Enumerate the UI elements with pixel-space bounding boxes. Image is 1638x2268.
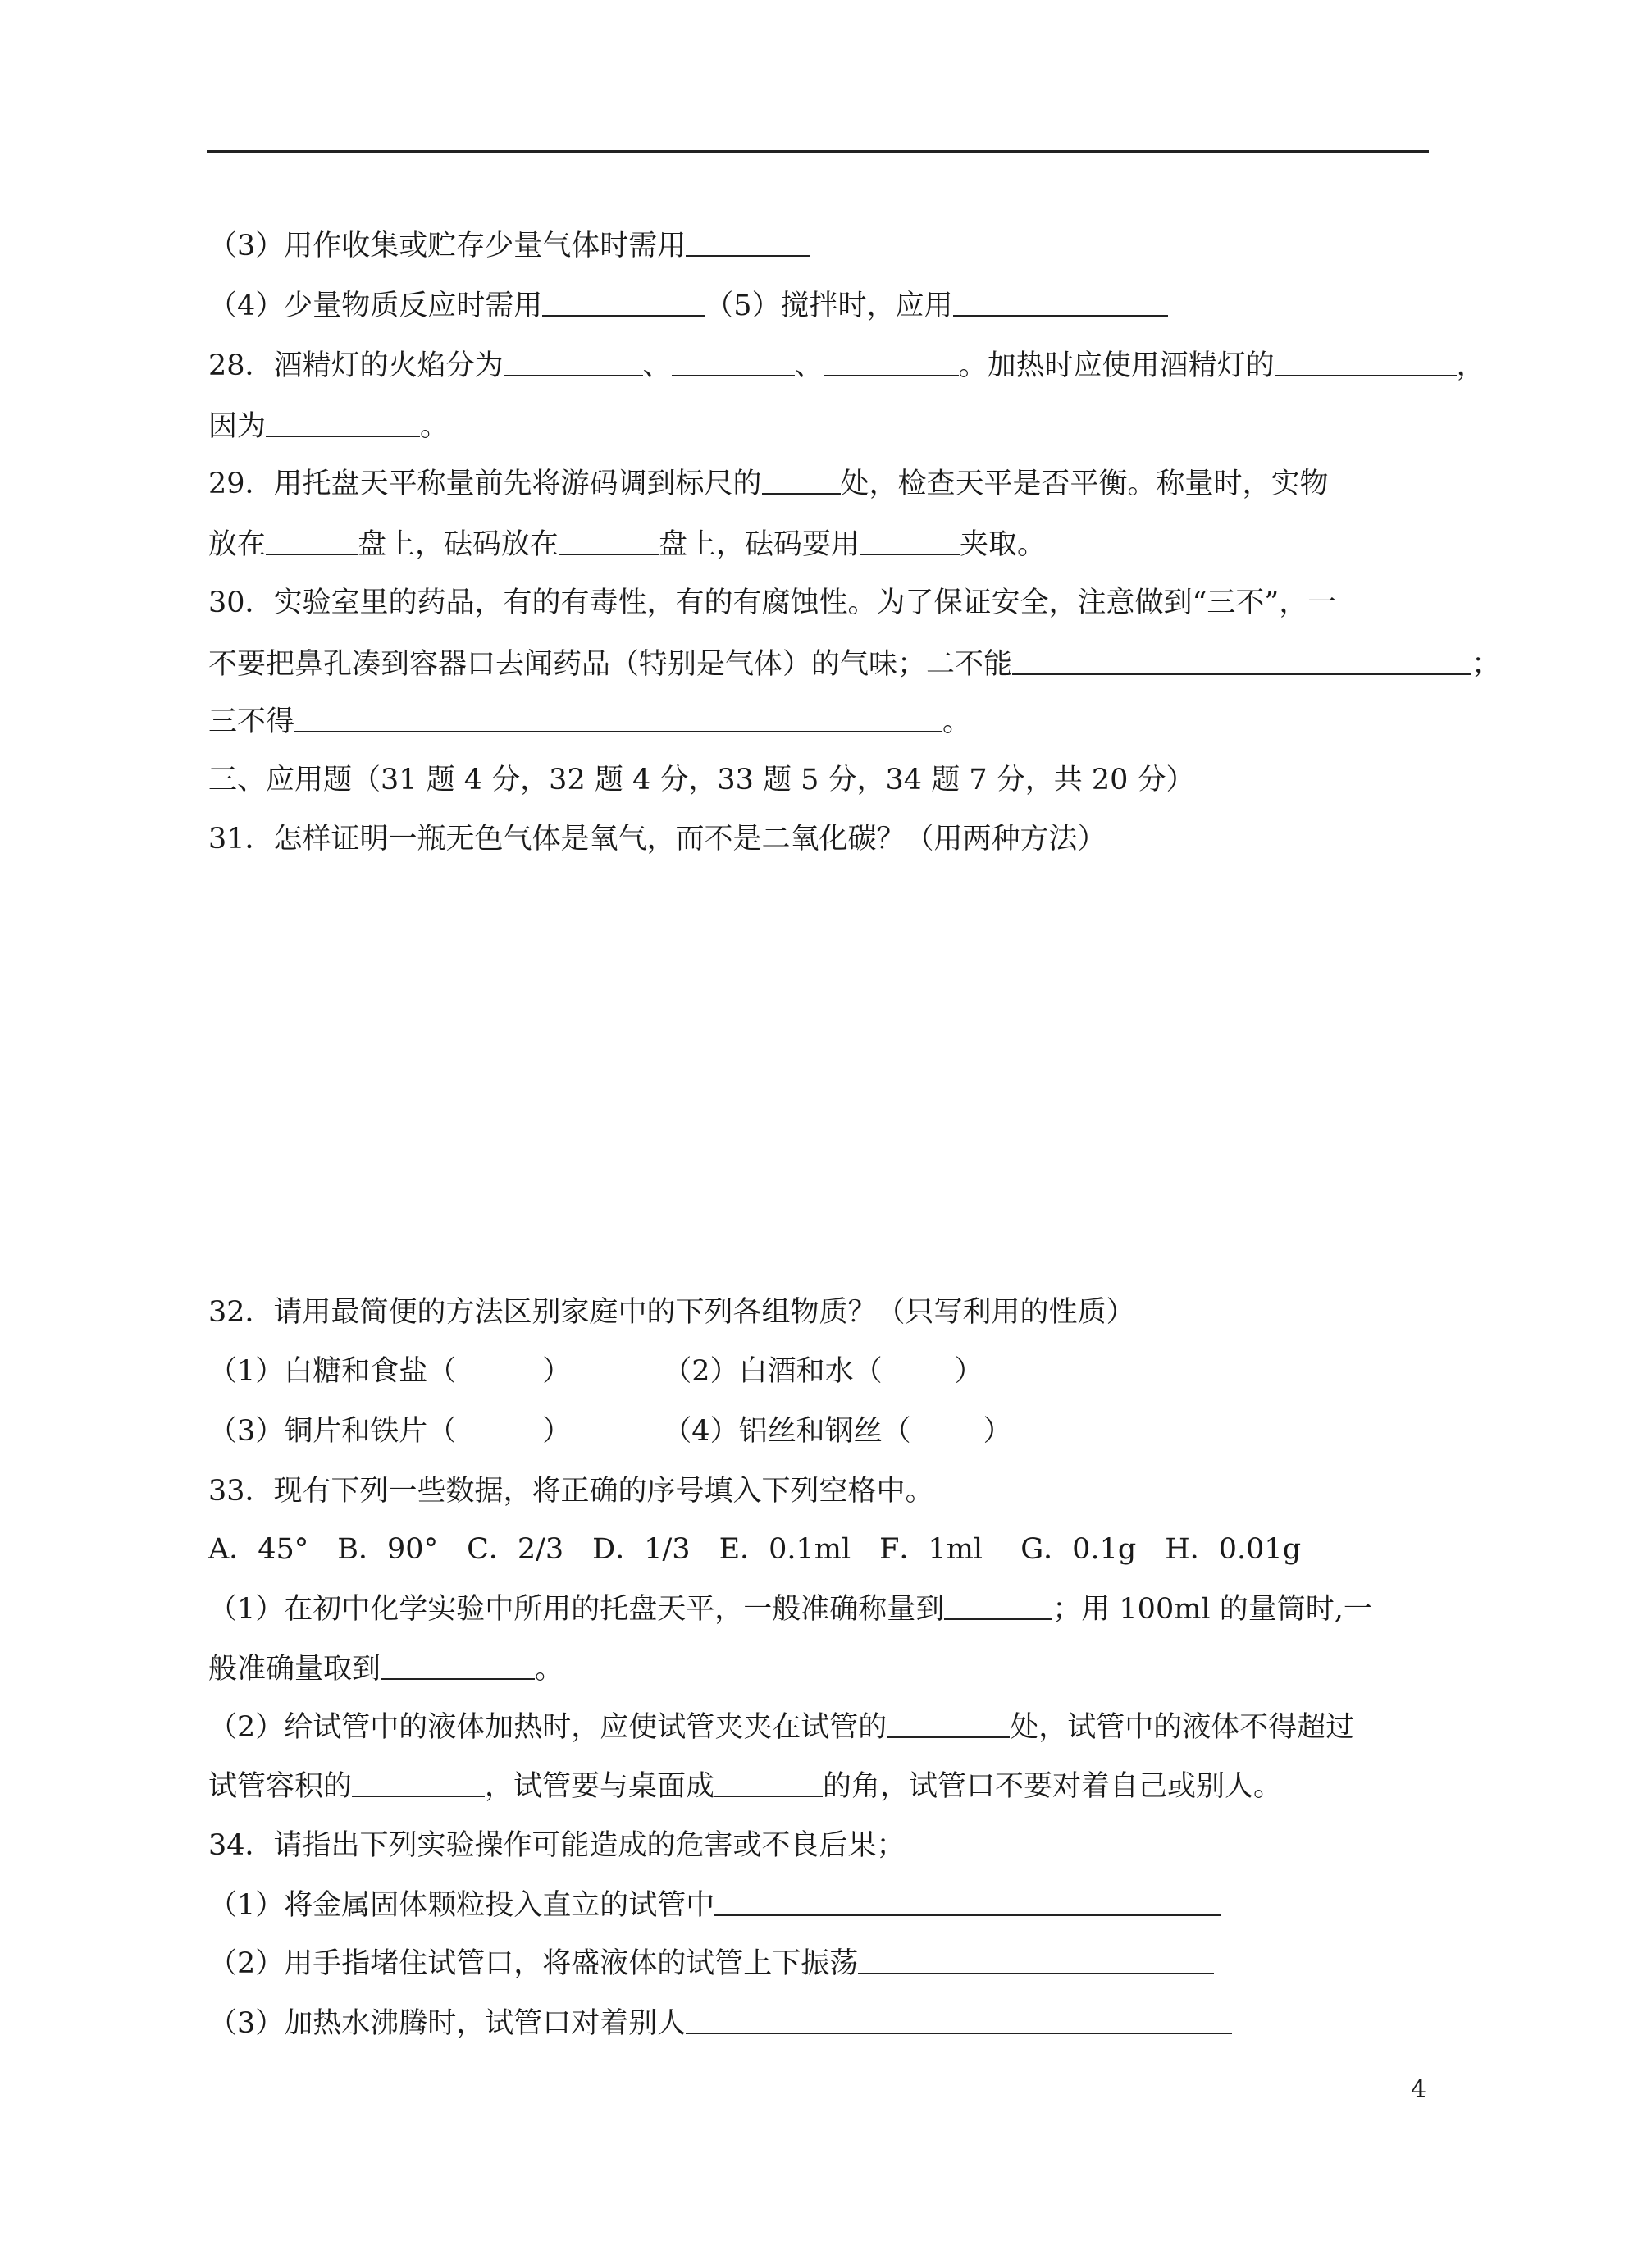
line-text: 31．怎样证明一瓶无色气体是氧气，而不是二氧化碳？（用两种方法）: [208, 823, 1106, 856]
line-text: 般准确量取到: [208, 1653, 381, 1686]
line-text: （1）白糖和食盐（: [208, 1355, 457, 1388]
answer-blank[interactable]: [672, 349, 795, 376]
answer-blank[interactable]: [266, 409, 420, 437]
line-text: （2）给试管中的液体加热时，应使试管夹夹在试管的: [208, 1711, 887, 1744]
line-text: ；用 100ml 的量筒时,一: [1052, 1593, 1372, 1626]
line-text: （1）在初中化学实验中所用的托盘天平，一般准确称量到: [208, 1593, 945, 1626]
line-text: （3）用作收集或贮存少量气体时需用: [208, 230, 687, 262]
text-line: [208, 408, 1638, 449]
text-line: [208, 465, 1638, 506]
line-text: ；: [1471, 648, 1501, 681]
text-line: [208, 1945, 1638, 1986]
answer-blank[interactable]: [762, 467, 841, 495]
line-text: （2）白酒和水（: [663, 1355, 883, 1388]
line-text: 三不得: [208, 705, 295, 738]
answer-blank[interactable]: [887, 1710, 1010, 1738]
line-text: 34．请指出下列实验操作可能造成的危害或不良后果；: [208, 1829, 906, 1862]
answer-blank[interactable]: [542, 289, 705, 317]
line-text: 33．现有下列一些数据，将正确的序号填入下列空格中。: [208, 1475, 934, 1508]
line-text: 30．实验室里的药品，有的有毒性，有的有腐蚀性。为了保证安全，注意做到“三不”，一: [208, 586, 1337, 619]
text-line: [208, 287, 1638, 328]
line-text: ）: [954, 1355, 983, 1388]
answer-blank[interactable]: [1012, 647, 1471, 675]
line-text: 夹取。: [960, 528, 1047, 561]
text-line: [208, 1709, 1638, 1750]
line-text: 、: [794, 349, 824, 382]
text-line: [208, 1294, 1638, 1335]
line-text: 处，试管中的液体不得超过: [1010, 1711, 1355, 1744]
line-text: 不要把鼻孔凑到容器口去闻药品（特别是气体）的气味；二不能: [208, 648, 1013, 681]
answer-blank[interactable]: [1275, 349, 1457, 376]
line-text: ）: [542, 1415, 572, 1448]
line-text: 盘上，砝码放在: [358, 528, 559, 561]
text-line: [208, 1472, 1638, 1513]
page-number: 4: [1411, 2075, 1427, 2104]
section-heading: [208, 761, 1638, 802]
answer-blank[interactable]: [714, 1888, 1221, 1916]
text-line: [208, 646, 1638, 687]
line-text: ，试管要与桌面成: [485, 1770, 715, 1803]
line-text: （5）搅拌时，应用: [705, 290, 953, 322]
line-text: 、: [642, 349, 672, 382]
line-text: 。: [420, 410, 449, 443]
text-line: [208, 703, 1638, 744]
answer-blank[interactable]: [381, 1652, 535, 1680]
answer-blank[interactable]: [860, 527, 960, 555]
line-text: ）: [542, 1355, 572, 1388]
answer-blank[interactable]: [294, 705, 942, 732]
text-line: [208, 347, 1638, 388]
answer-blank[interactable]: [352, 1769, 485, 1797]
answer-blank[interactable]: [266, 527, 358, 555]
line-text: 28．酒精灯的火焰分为: [208, 349, 504, 382]
answer-blank[interactable]: [944, 1592, 1052, 1620]
answer-blank[interactable]: [686, 2006, 1232, 2034]
text-line: [208, 2005, 1638, 2046]
line-text: 。: [942, 705, 972, 738]
answer-blank[interactable]: [953, 289, 1168, 317]
line-text: （4）铝丝和钢丝（: [663, 1415, 911, 1448]
line-text: 。: [535, 1653, 564, 1686]
line-text: 试管容积的: [208, 1770, 353, 1803]
line-text: 29．用托盘天平称量前先将游码调到标尺的: [208, 468, 762, 500]
options-line: [208, 1531, 1638, 1572]
text-line: [208, 1353, 1638, 1394]
line-text: ）: [983, 1415, 1012, 1448]
text-line: [208, 1650, 1638, 1691]
text-line: [208, 1768, 1638, 1809]
line-text: （4）少量物质反应时需用: [208, 290, 543, 322]
header-rule: [207, 150, 1429, 153]
line-text: A．45° B．90° C．2/3 D．1/3 E．0.1ml F．1ml G．0.1g H．0.01g: [208, 1533, 1302, 1566]
answer-blank[interactable]: [824, 349, 959, 376]
line-text: （3）加热水沸腾时，试管口对着别人: [208, 2007, 687, 2040]
line-text: （3）铜片和铁片（: [208, 1415, 457, 1448]
line-text: 的角，试管口不要对着自己或别人。: [823, 1770, 1283, 1803]
text-line: [208, 1412, 1638, 1453]
text-line: [208, 526, 1638, 567]
line-text: （2）用手指堵住试管口，将盛液体的试管上下振荡: [208, 1947, 859, 1980]
answer-blank[interactable]: [858, 1946, 1214, 1974]
line-text: （1）将金属固体颗粒投入直立的试管中: [208, 1889, 715, 1922]
line-text: 三、应用题（31 题 4 分，32 题 4 分，33 题 5 分，34 题 7 分，共 20 分）: [208, 764, 1195, 796]
line-text: 因为: [208, 410, 267, 443]
answer-blank[interactable]: [714, 1769, 823, 1797]
text-line: [208, 1590, 1638, 1631]
line-text: ，: [1456, 349, 1485, 382]
text-line: [208, 1827, 1638, 1868]
text-line: [208, 584, 1638, 625]
line-text: 放在: [208, 528, 267, 561]
answer-blank[interactable]: [559, 527, 659, 555]
line-text: 。加热时应使用酒精灯的: [958, 349, 1275, 382]
answer-blank[interactable]: [686, 229, 810, 257]
text-line: [208, 1887, 1638, 1928]
line-text: 32．请用最简便的方法区别家庭中的下列各组物质？（只写利用的性质）: [208, 1296, 1135, 1329]
text-line: [208, 820, 1638, 861]
text-line: [208, 227, 1638, 268]
answer-blank[interactable]: [504, 349, 643, 376]
line-text: 盘上，砝码要用: [659, 528, 860, 561]
line-text: 处，检查天平是否平衡。称量时，实物: [840, 468, 1329, 500]
